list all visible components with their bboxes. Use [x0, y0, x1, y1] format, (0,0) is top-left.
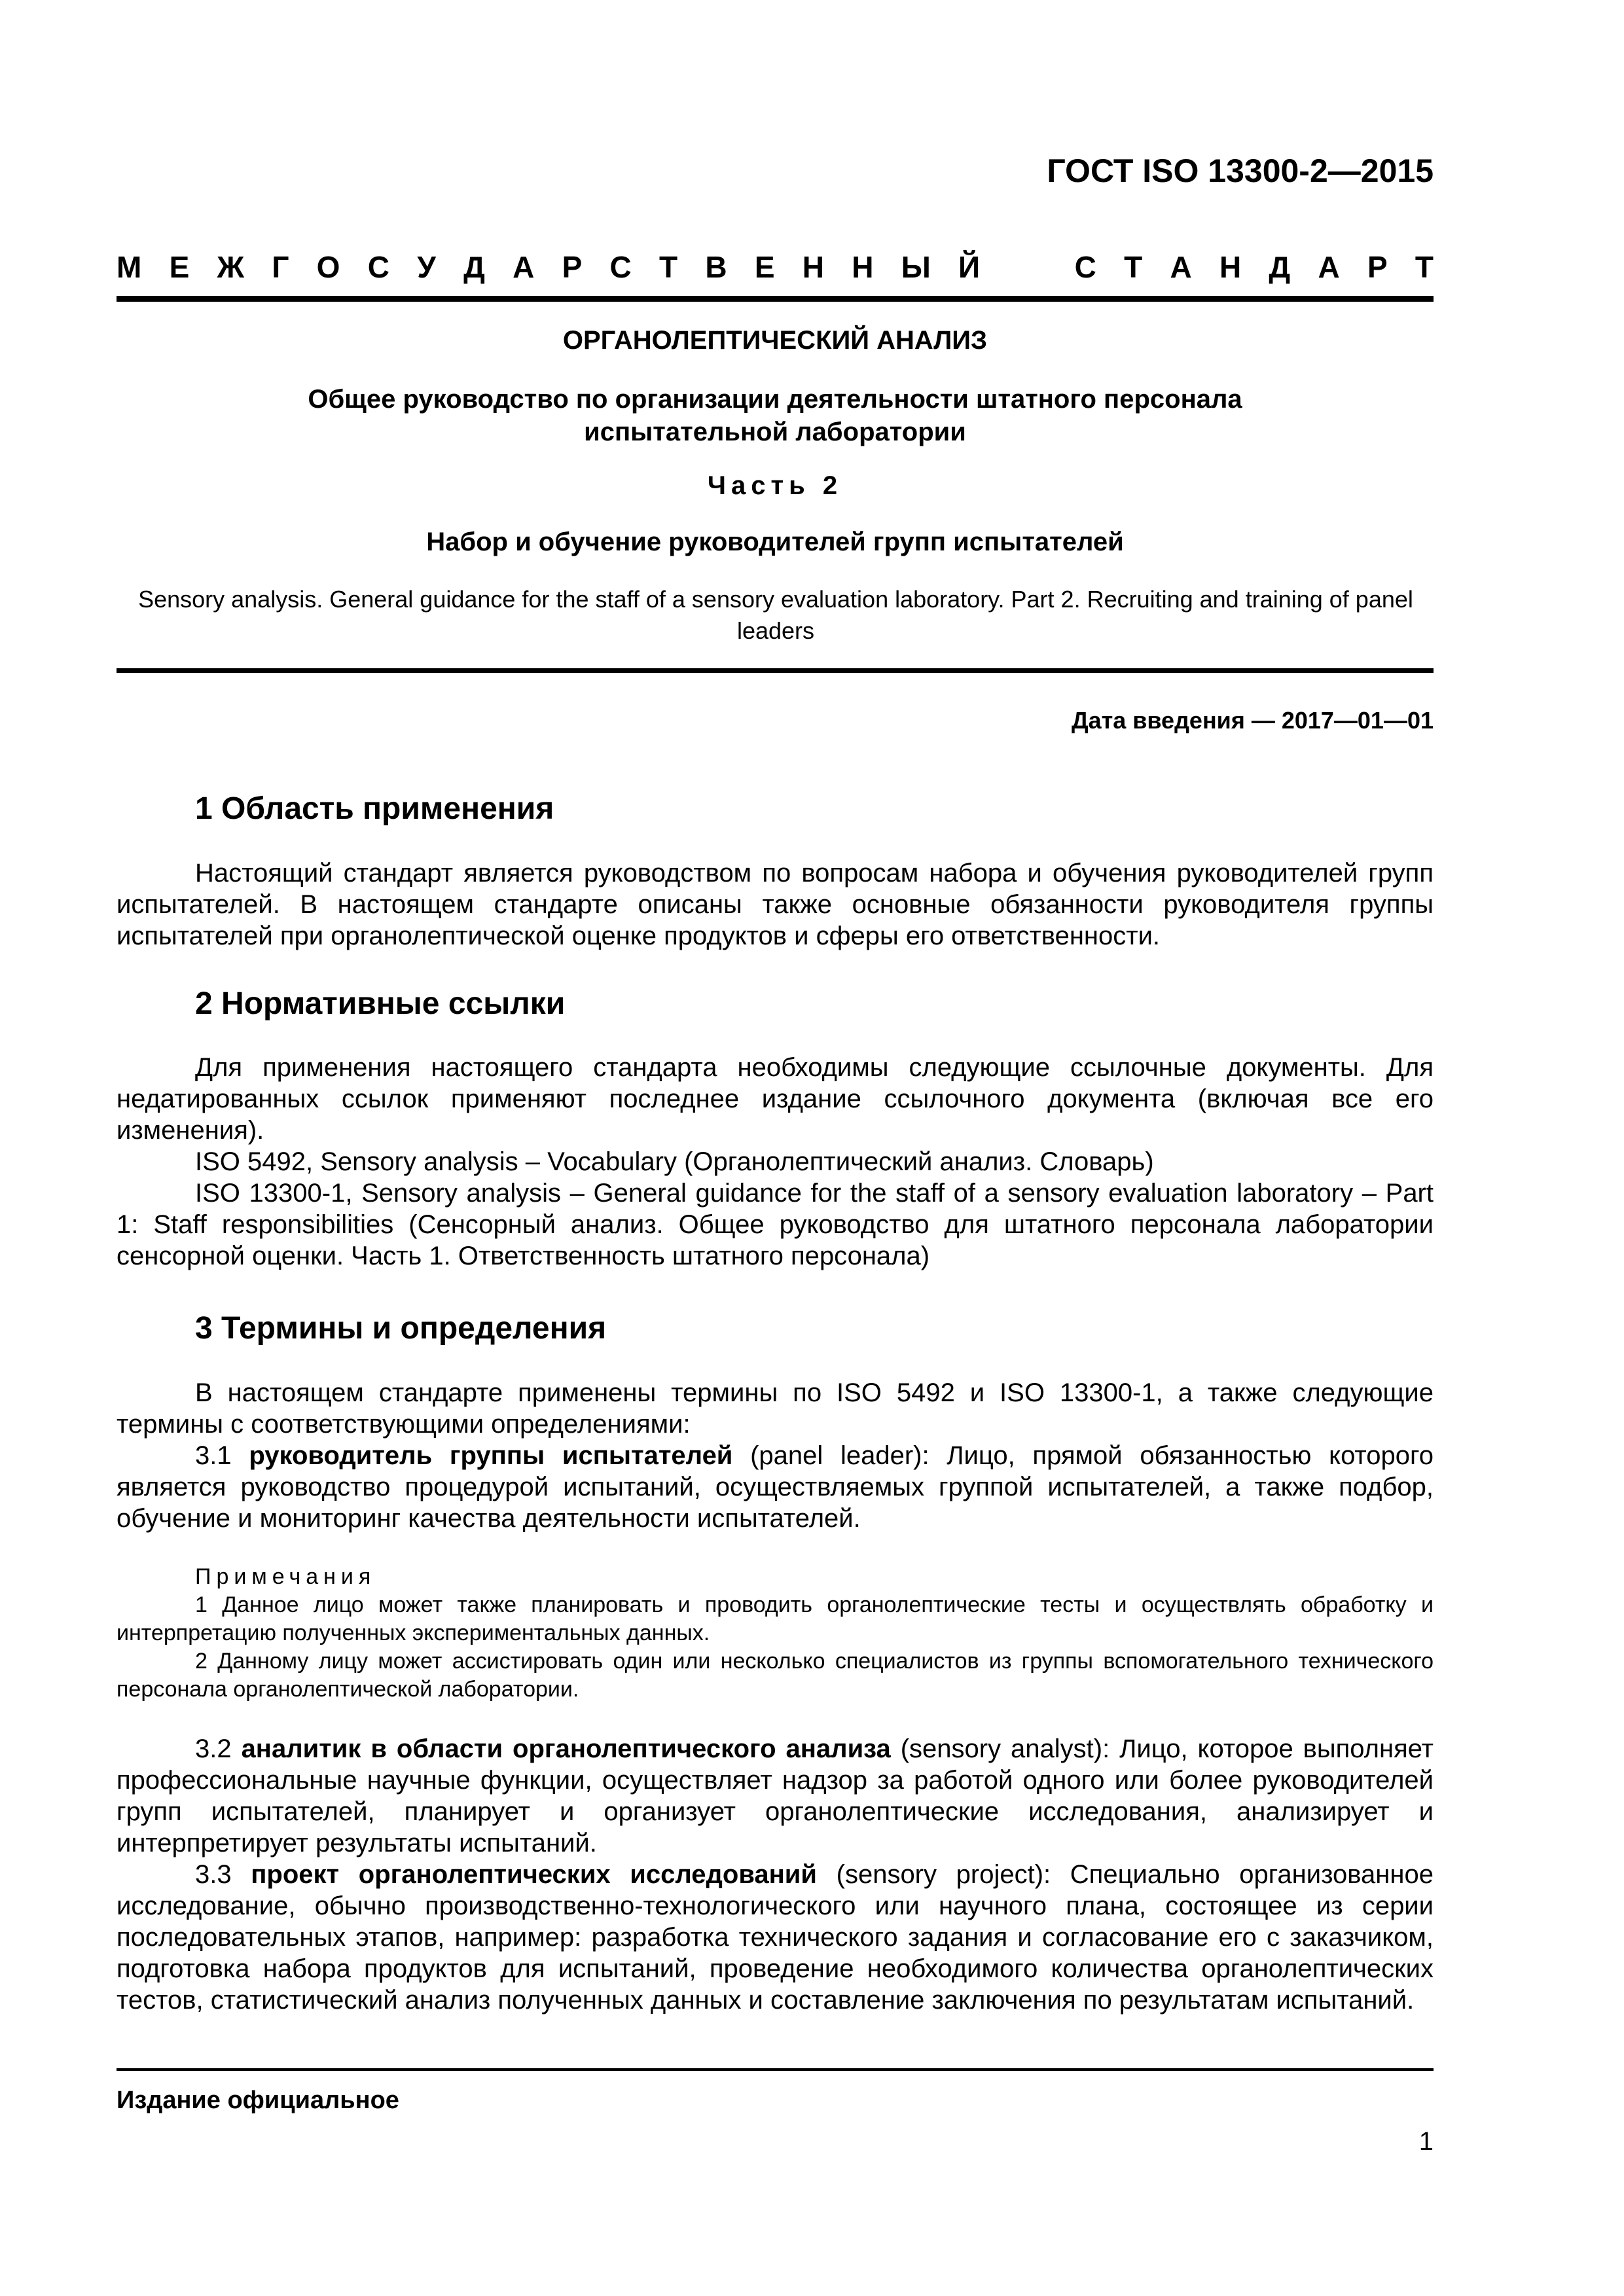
title-divider: [117, 668, 1434, 673]
section-1-body: [117, 857, 1434, 952]
banner-letter: Р: [1367, 250, 1388, 284]
title-part: Часть 2: [707, 471, 843, 500]
banner-letter: Й: [958, 250, 981, 284]
banner-letter: Н: [802, 250, 825, 284]
date-of-introduction: Дата введения — 2017—01—01: [1071, 707, 1434, 734]
title-subtitle: [117, 383, 1434, 448]
banner-letter: Ы: [901, 250, 931, 284]
section-3-body: [117, 1377, 1434, 1534]
document-number: ГОСТ ISO 13300-2—2015: [1047, 152, 1434, 189]
banner-letter: В: [705, 250, 727, 284]
title-part-name: Набор и обучение руководителей групп испытателей: [426, 528, 1124, 556]
banner-letter: Г: [272, 250, 289, 284]
banner-letter: Ж: [217, 250, 245, 284]
banner-letter: А: [513, 250, 535, 284]
reference-iso-13300-1: ISO 13300-1, Sensory analysis – General guidance for the staff of a sensory evaluation laboratory – Part 1: Staff responsibilities (Сенсорный анализ. Общее руководство для штатного персонала лаборатории сенсорной оценки. Часть 1. Ответственность штатного персонала): [117, 1179, 1434, 1270]
banner-letter: М: [117, 250, 142, 284]
term-title: руководитель группы испытателей: [249, 1441, 733, 1470]
footer-divider: [117, 2068, 1434, 2071]
banner-letter: Е: [754, 250, 775, 284]
title-subtitle-line2: испытательной лаборатории: [584, 418, 966, 446]
term-3-3: [117, 1859, 1434, 2016]
official-edition-label: Издание официальное: [117, 2087, 399, 2114]
banner-letter: Т: [1415, 250, 1434, 284]
term-number: 3.3: [195, 1860, 232, 1889]
banner-letter: С: [367, 250, 389, 284]
notes-block: [117, 1563, 1434, 1704]
banner-letter: О: [316, 250, 340, 284]
banner-letter: Н: [1219, 250, 1242, 284]
page-number: 1: [1418, 2127, 1434, 2156]
section-3-heading: 3 Термины и определения: [195, 1311, 607, 1346]
title-main: ОРГАНОЛЕПТИЧЕСКИЙ АНАЛИЗ: [562, 326, 988, 355]
section-2-heading: 2 Нормативные ссылки: [195, 986, 566, 1021]
banner-letter: Т: [659, 250, 678, 284]
banner-letter: У: [417, 250, 436, 284]
banner-letter: Т: [1124, 250, 1143, 284]
banner-letter: Д: [463, 250, 485, 284]
header-divider: [117, 296, 1434, 302]
term-number: 3.2: [195, 1734, 232, 1763]
section-3-intro: В настоящем стандарте применены термины по ISO 5492 и ISO 13300-1, а также следующие термины с соответствующими определениями:: [117, 1378, 1434, 1439]
section-1-text: Настоящий стандарт является руководством по вопросам набора и обучения руководителей групп испытателей. В настоящем стандарте описаны также основные обязанности руководителя группы испытателей при органолептической оценке продуктов и сферы его ответственности.: [117, 859, 1434, 950]
reference-iso-5492: ISO 5492, Sensory analysis – Vocabulary (Органолептический анализ. Словарь): [195, 1147, 1154, 1176]
banner-letter: А: [1170, 250, 1192, 284]
banner-letter: Е: [169, 250, 190, 284]
section-2-text: Для применения настоящего стандарта необходимы следующие ссылочные документы. Для недатированных ссылок применяют последнее издание ссылочного документа (включая все его изменения).: [117, 1053, 1434, 1145]
title-subtitle-line1: Общее руководство по организации деятельности штатного персонала: [308, 385, 1242, 414]
term-number: 3.1: [195, 1441, 232, 1470]
interstate-standard-banner: [117, 247, 1434, 287]
term-definition: (sensory analyst): Лицо, которое выполняет профессиональные научные функции, осуществляет надзор за работой одного или более руководителей групп испытателей, планирует и организует органолептические исследования, анализирует и интерпретирует результаты испытаний.: [117, 1734, 1434, 1857]
note-1: 1 Данное лицо может также планировать и проводить органолептические тесты и осуществлять обработку и интерпретацию полученных экспериментальных данных.: [117, 1592, 1434, 1645]
title-english: Sensory analysis. General guidance for the staff of a sensory evaluation laboratory. Part 2. Recruiting and training of panel leaders: [138, 586, 1413, 644]
term-definition: (panel leader): Лицо, прямой обязанностью которого является руководство процедурой испытаний, осуществляемых группой испытателей, а также подбор, обучение и мониторинг качества деятельности испытателей.: [117, 1441, 1434, 1533]
note-2: 2 Данному лицу может ассистировать один или несколько специалистов из группы вспомогательного технического персонала органолептической лаборатории.: [117, 1649, 1434, 1702]
term-3-1: [117, 1440, 1434, 1534]
banner-letter: Д: [1269, 250, 1291, 284]
banner-letter: Р: [562, 250, 583, 284]
notes-title: Примечания: [195, 1564, 376, 1589]
banner-letter: А: [1318, 250, 1340, 284]
term-definition: (sensory project): Специально организованное исследование, обычно производственно-технологического или научного плана, состоящее из серии последовательных этапов, например: разработка технического задания и согласование его с заказчиком, подготовка набора продуктов для испытаний, проведение необходимого количества органолептических тестов, статистический анализ полученных данных и составление заключения по результатам испытаний.: [117, 1860, 1434, 2015]
term-3-2: [117, 1733, 1434, 1859]
banner-letter: Н: [852, 250, 874, 284]
section-2-body: [117, 1052, 1434, 1272]
section-1-heading: 1 Область применения: [195, 791, 554, 826]
term-title: проект органолептических исследований: [251, 1860, 817, 1889]
banner-letter: С: [609, 250, 632, 284]
section-3-terms-continued: [117, 1733, 1434, 2016]
term-title: аналитик в области органолептического анализа: [241, 1734, 891, 1763]
banner-letter: С: [1074, 250, 1096, 284]
